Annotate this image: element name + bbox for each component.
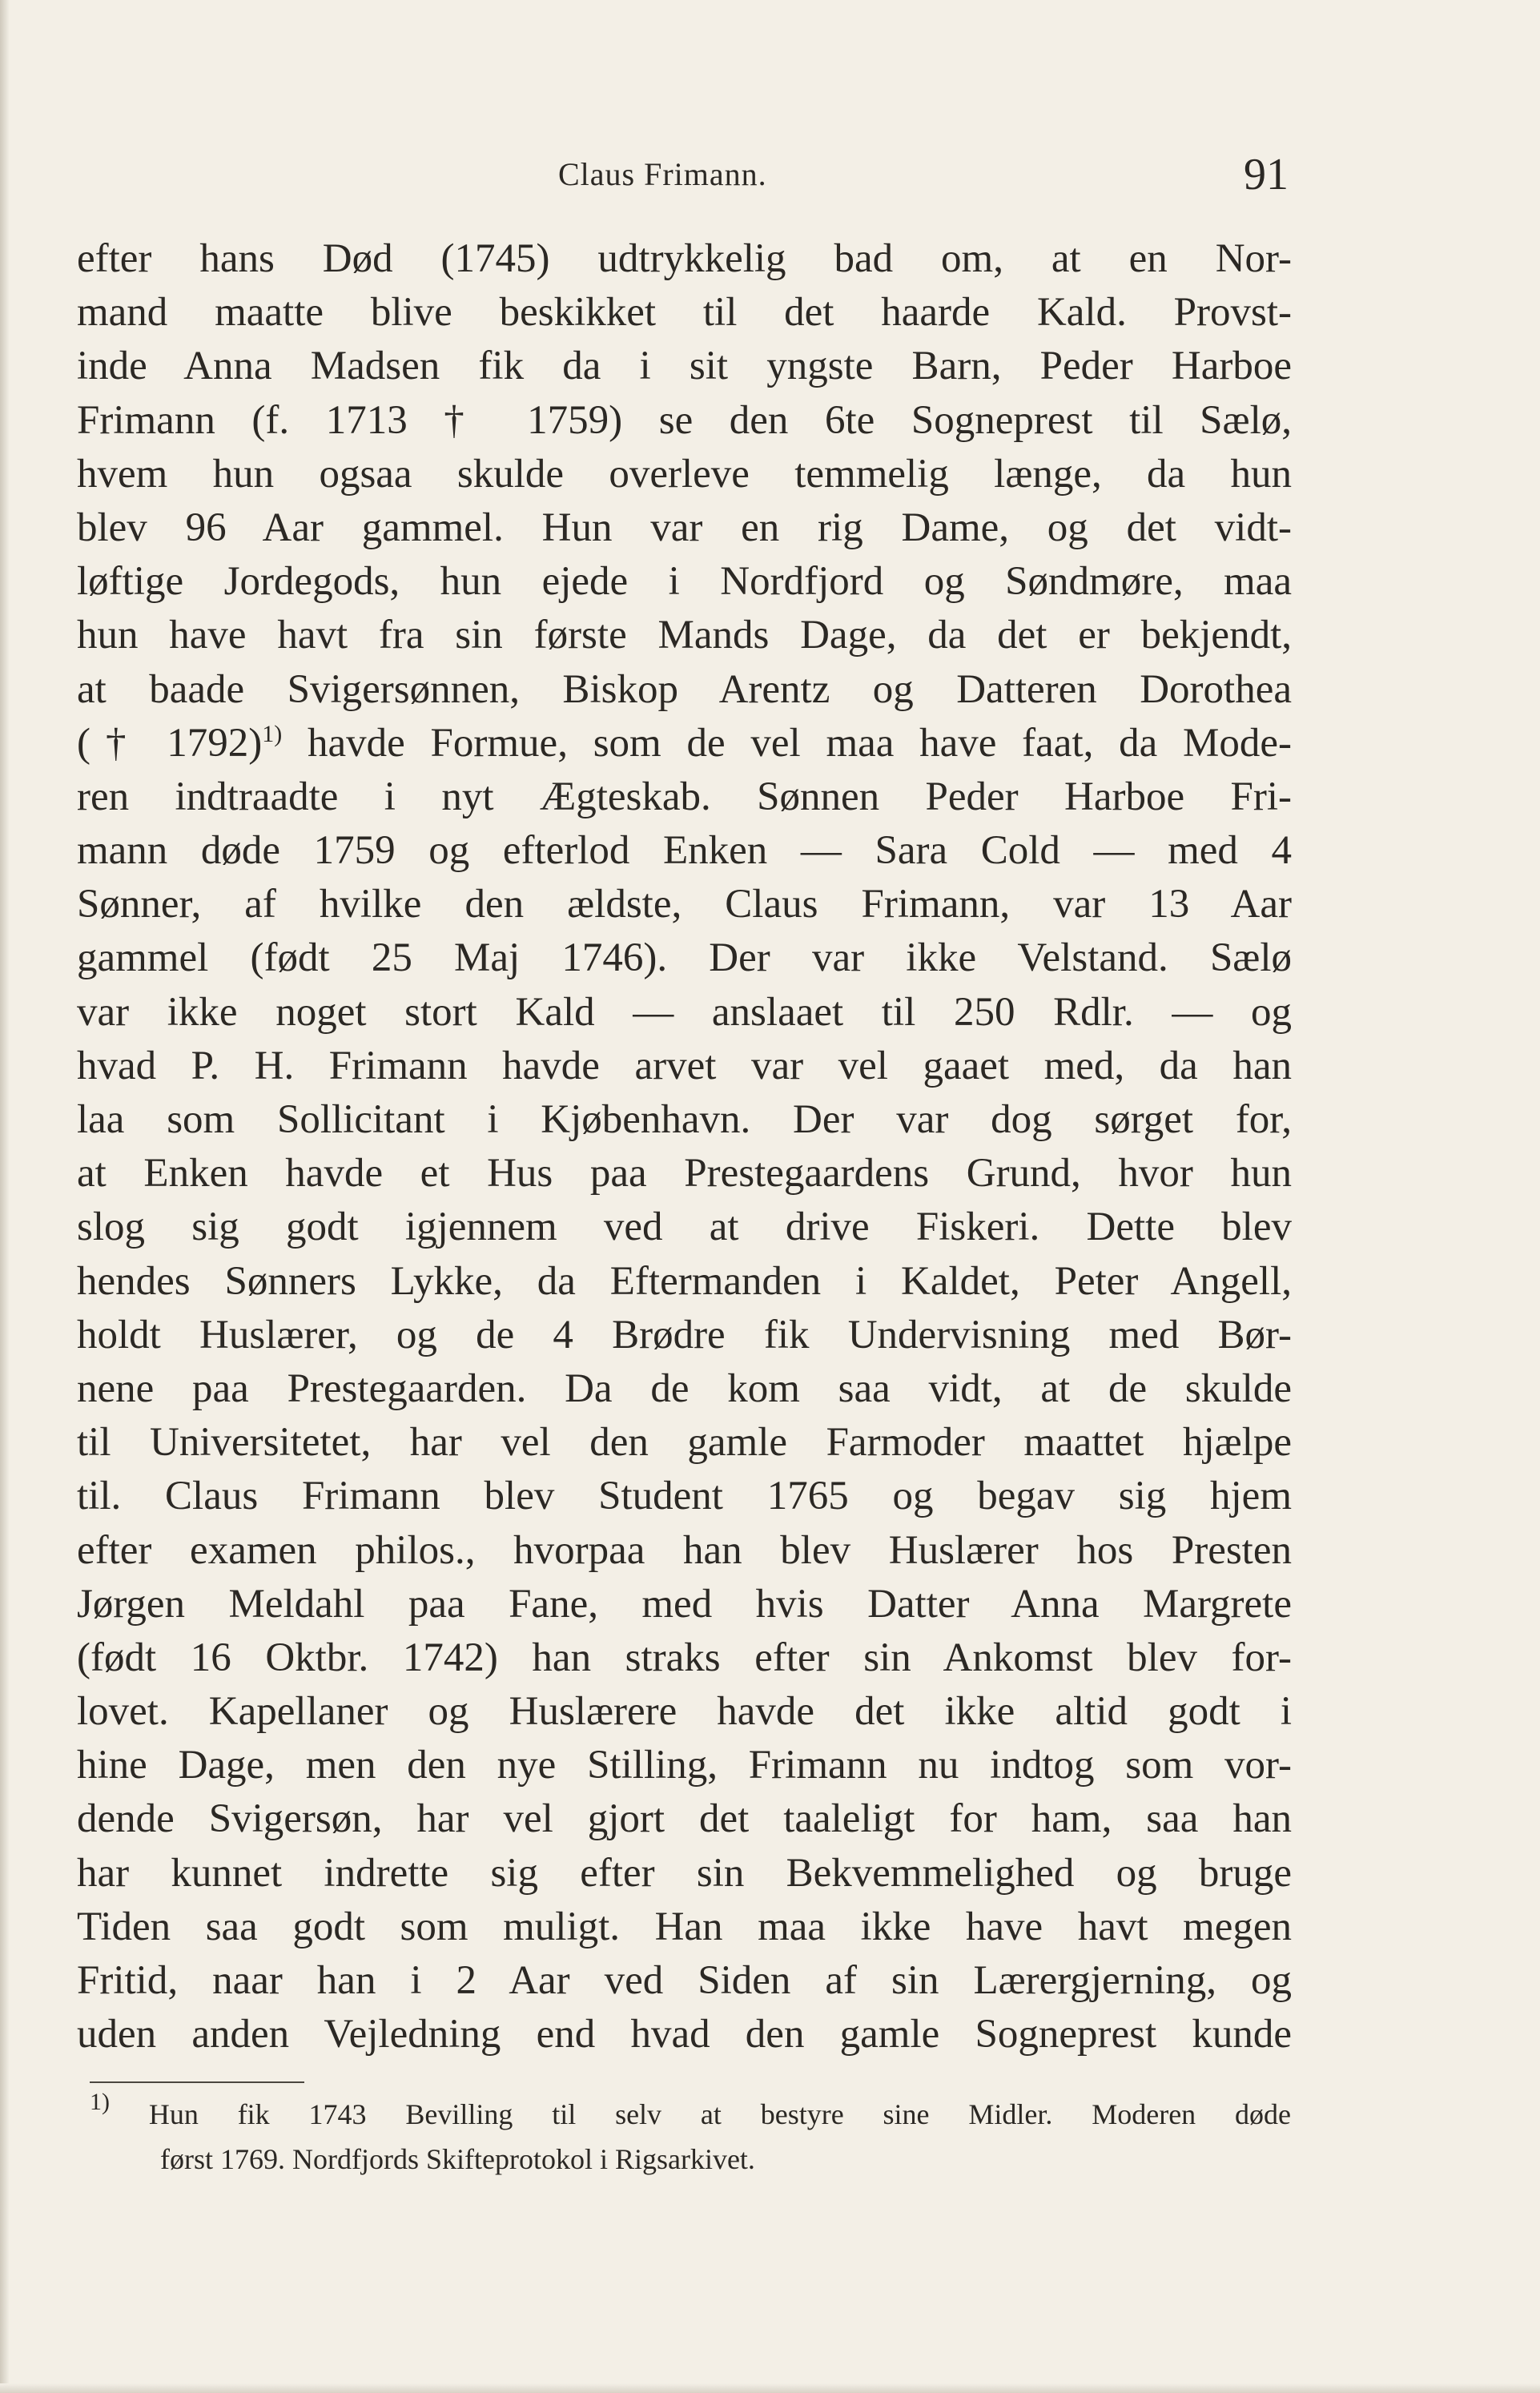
text-line: Sønner, af hvilke den ældste, Claus Frimann, var 13 Aar — [77, 882, 1292, 927]
text-line: uden anden Vejledning end hvad den gamle Sogneprest kunde — [77, 2012, 1292, 2057]
text-line: Fritid, naar han i 2 Aar ved Siden af sin Lærergjerning, og — [77, 1958, 1292, 2003]
page-header — [0, 149, 1540, 197]
text-line: mann døde 1759 og efterlod Enken — Sara Cold — med 4 — [77, 828, 1292, 874]
footnote-text: Hun fik 1743 Bevilling til selv at bestyre sine Midler. Moderen døde — [110, 2098, 1291, 2130]
text-line: hine Dage, men den nye Stilling, Frimann nu indtog som vor- — [77, 1743, 1292, 1788]
text-line: til. Claus Frimann blev Student 1765 og begav sig hjem — [77, 1474, 1292, 1519]
footnotes — [90, 2089, 1291, 2182]
text-line: dende Svigersøn, har vel gjort det taaleligt for ham, saa han — [77, 1796, 1292, 1842]
text-line: hendes Sønners Lykke, da Eftermanden i Kaldet, Peter Angell, — [77, 1258, 1292, 1304]
running-title: Claus Frimann. — [558, 156, 767, 192]
page-edge-shadow — [0, 0, 10, 2393]
text-line: ren indtraadte i nyt Ægteskab. Sønnen Peder Harboe Fri- — [77, 774, 1292, 819]
text-line: Tiden saa godt som muligt. Han maa ikke have havt megen — [77, 1904, 1292, 1949]
footnote-marker: 1) — [90, 2089, 110, 2115]
text-line-with-footnote-ref — [77, 717, 1292, 770]
text-line: løftige Jordegods, hun ejede i Nordfjord og Søndmøre, maa — [77, 559, 1292, 605]
page-number: 91 — [1244, 150, 1289, 199]
text-line: at baade Svigersønnen, Biskop Arentz og Datteren Dorothea — [77, 666, 1292, 712]
text-line: til Universitetet, har vel den gamle Farmoder maattet hjælpe — [77, 1420, 1292, 1466]
text-line: holdt Huslærer, og de 4 Brødre fik Undervisning med Bør- — [77, 1312, 1292, 1357]
text-line: har kunnet indrette sig efter sin Bekvemmelighed og bruge — [77, 1850, 1292, 1896]
body-text — [77, 232, 1292, 2061]
footnote-line — [90, 2089, 1291, 2137]
text-line: Frimann (f. 1713 † 1759) se den 6te Sogneprest til Sælø, — [77, 397, 1292, 443]
text-line: slog sig godt igjennem ved at drive Fiskeri. Dette blev — [77, 1205, 1292, 1250]
text-segment: havde Formue, som de vel maa have faat, da Mode- — [282, 720, 1292, 766]
text-line: Jørgen Meldahl paa Fane, med hvis Datter Anna Margrete — [77, 1581, 1292, 1627]
text-line: hvad P. H. Frimann havde arvet var vel gaaet med, da han — [77, 1043, 1292, 1088]
text-line: laa som Sollicitant i Kjøbenhavn. Der var dog sørget for, — [77, 1097, 1292, 1142]
text-line: nene paa Prestegaarden. Da de kom saa vidt, at de skulde — [77, 1365, 1292, 1411]
text-line: lovet. Kapellaner og Huslærere havde det ikke altid godt i — [77, 1689, 1292, 1735]
text-line: gammel (født 25 Maj 1746). Der var ikke Velstand. Sælø — [77, 935, 1292, 981]
text-line: hvem hun ogsaa skulde overleve temmelig længe, da hun — [77, 451, 1292, 497]
footnote-line: først 1769. Nordfjords Skifteprotokol i Rigsarkivet. — [160, 2143, 755, 2175]
footnote-separator — [90, 2081, 304, 2083]
text-line: at Enken havde et Hus paa Prestegaardens Grund, hvor hun — [77, 1151, 1292, 1196]
text-segment: († 1792) — [77, 720, 263, 766]
text-line: efter hans Død (1745) udtrykkelig bad om, at en Nor- — [77, 236, 1292, 281]
text-line: hun have havt fra sin første Mands Dage, da det er bekjendt, — [77, 613, 1292, 658]
text-line: (født 16 Oktbr. 1742) han straks efter sin Ankomst blev for- — [77, 1635, 1292, 1680]
text-line: efter examen philos., hvorpaa han blev Huslærer hos Presten — [77, 1527, 1292, 1573]
page-bottom-edge — [0, 2383, 1540, 2393]
text-line: inde Anna Madsen fik da i sit yngste Barn, Peder Harboe — [77, 344, 1292, 389]
text-line: mand maatte blive beskikket til det haarde Kald. Provst- — [77, 290, 1292, 336]
text-line: blev 96 Aar gammel. Hun var en rig Dame, og det vidt- — [77, 505, 1292, 550]
text-line: var ikke noget stort Kald — anslaaet til 250 Rdlr. — og — [77, 989, 1292, 1035]
footnote-reference: 1) — [262, 720, 283, 747]
